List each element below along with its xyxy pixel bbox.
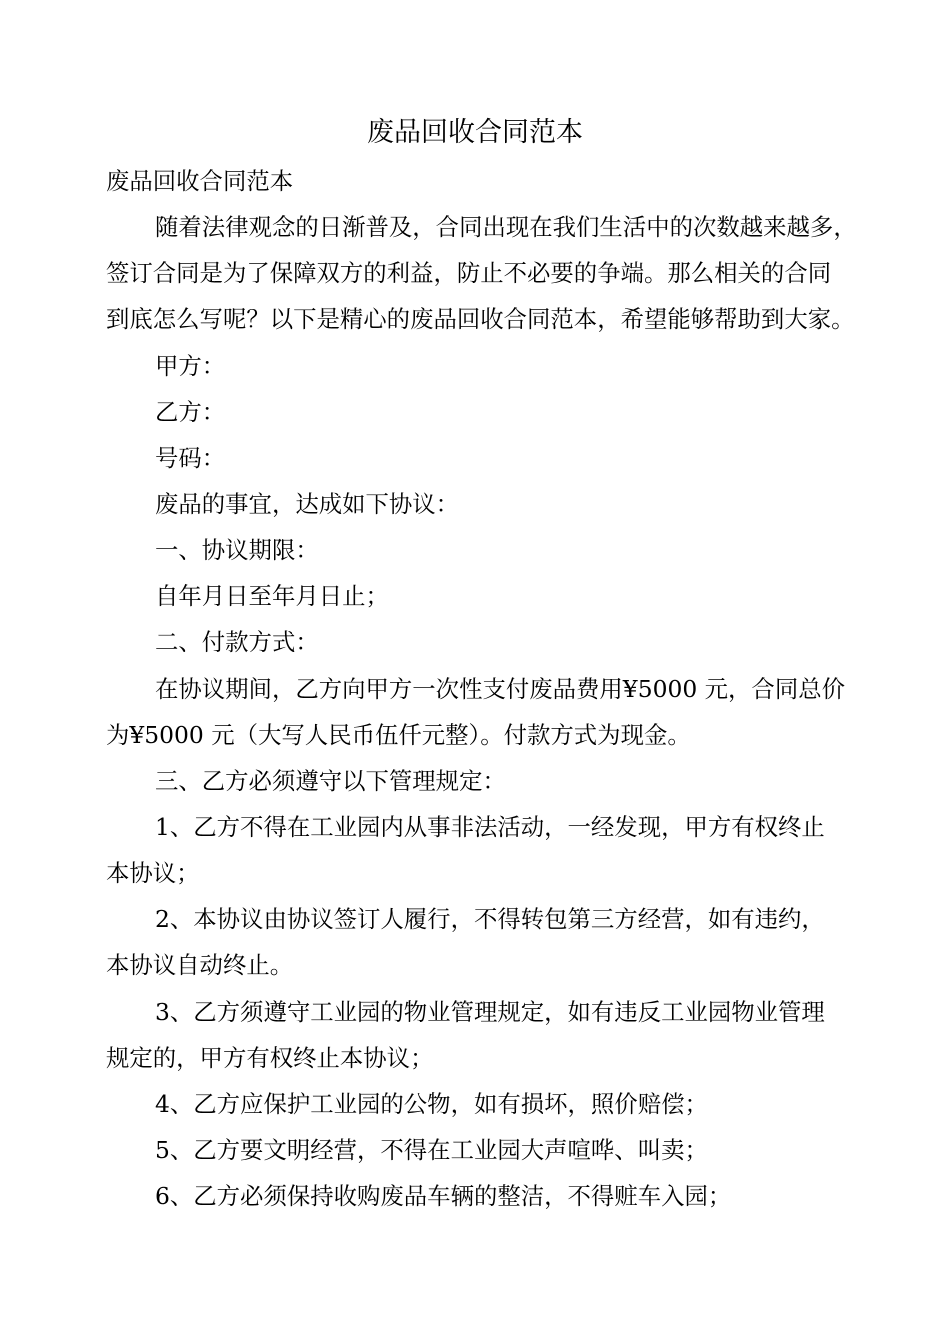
intro-line: 随着法律观念的日渐普及，合同出现在我们生活中的次数越来越多， — [155, 213, 857, 242]
number-label: 号码： — [155, 443, 226, 472]
section-body-line: 为¥5000 元（大写人民币伍仟元整）。付款方式为现金。 — [106, 720, 691, 749]
document-body — [106, 158, 886, 1219]
section-body-line: 在协议期间，乙方向甲方一次性支付废品费用¥5000 元，合同总价 — [155, 674, 845, 703]
rule-item-2 — [106, 896, 886, 988]
document-title: 废品回收合同范本 — [367, 117, 583, 148]
section-heading-line: 二、付款方式： — [155, 628, 319, 657]
section-term-body — [106, 573, 886, 619]
section-payment-body — [106, 666, 886, 758]
rule-line: 6、乙方必须保持收购废品车辆的整洁，不得赃车入园； — [155, 1182, 732, 1211]
rule-item-4 — [106, 1081, 886, 1127]
subtitle-paragraph — [106, 158, 886, 204]
rule-line: 5、乙方要文明经营，不得在工业园大声喧哗、叫卖； — [155, 1135, 708, 1164]
party-b-label: 乙方： — [155, 397, 226, 426]
party-b-paragraph — [106, 389, 886, 435]
section-rules-heading — [106, 758, 886, 804]
rule-item-3 — [106, 989, 886, 1081]
section-payment-heading — [106, 619, 886, 665]
agreement-lead-line: 废品的事宜，达成如下协议： — [155, 489, 460, 518]
rule-line: 本协议自动终止。 — [106, 951, 294, 980]
party-a-label: 甲方： — [155, 351, 226, 380]
section-heading-line: 三、乙方必须遵守以下管理规定： — [155, 766, 506, 795]
section-body-line: 自年月日至年月日止； — [155, 582, 389, 611]
intro-paragraph — [106, 204, 886, 342]
intro-line: 到底怎么写呢？以下是精心的废品回收合同范本，希望能够帮助到大家。 — [106, 305, 855, 334]
rule-line: 4、乙方应保护工业园的公物，如有损坏，照价赔偿； — [155, 1089, 708, 1118]
rule-line: 本协议； — [106, 859, 200, 888]
rule-line: 2、本协议由协议签订人履行，不得转包第三方经营，如有违约， — [155, 905, 825, 934]
subtitle-line: 废品回收合同范本 — [106, 167, 294, 195]
rule-line: 3、乙方须遵守工业园的物业管理规定，如有违反工业园物业管理 — [155, 997, 825, 1026]
rule-line: 1、乙方不得在工业园内从事非法活动，一经发现，甲方有权终止 — [155, 812, 825, 841]
party-a-paragraph — [106, 343, 886, 389]
rule-item-6 — [106, 1173, 886, 1219]
agreement-lead-paragraph — [106, 481, 886, 527]
rule-line: 规定的，甲方有权终止本协议； — [106, 1043, 434, 1072]
rule-item-1 — [106, 804, 886, 896]
intro-line: 签订合同是为了保障双方的利益，防止不必要的争端。那么相关的合同 — [106, 259, 832, 288]
number-paragraph — [106, 435, 886, 481]
rule-item-5 — [106, 1127, 886, 1173]
section-heading-line: 一、协议期限： — [155, 536, 319, 565]
section-term-heading — [106, 527, 886, 573]
